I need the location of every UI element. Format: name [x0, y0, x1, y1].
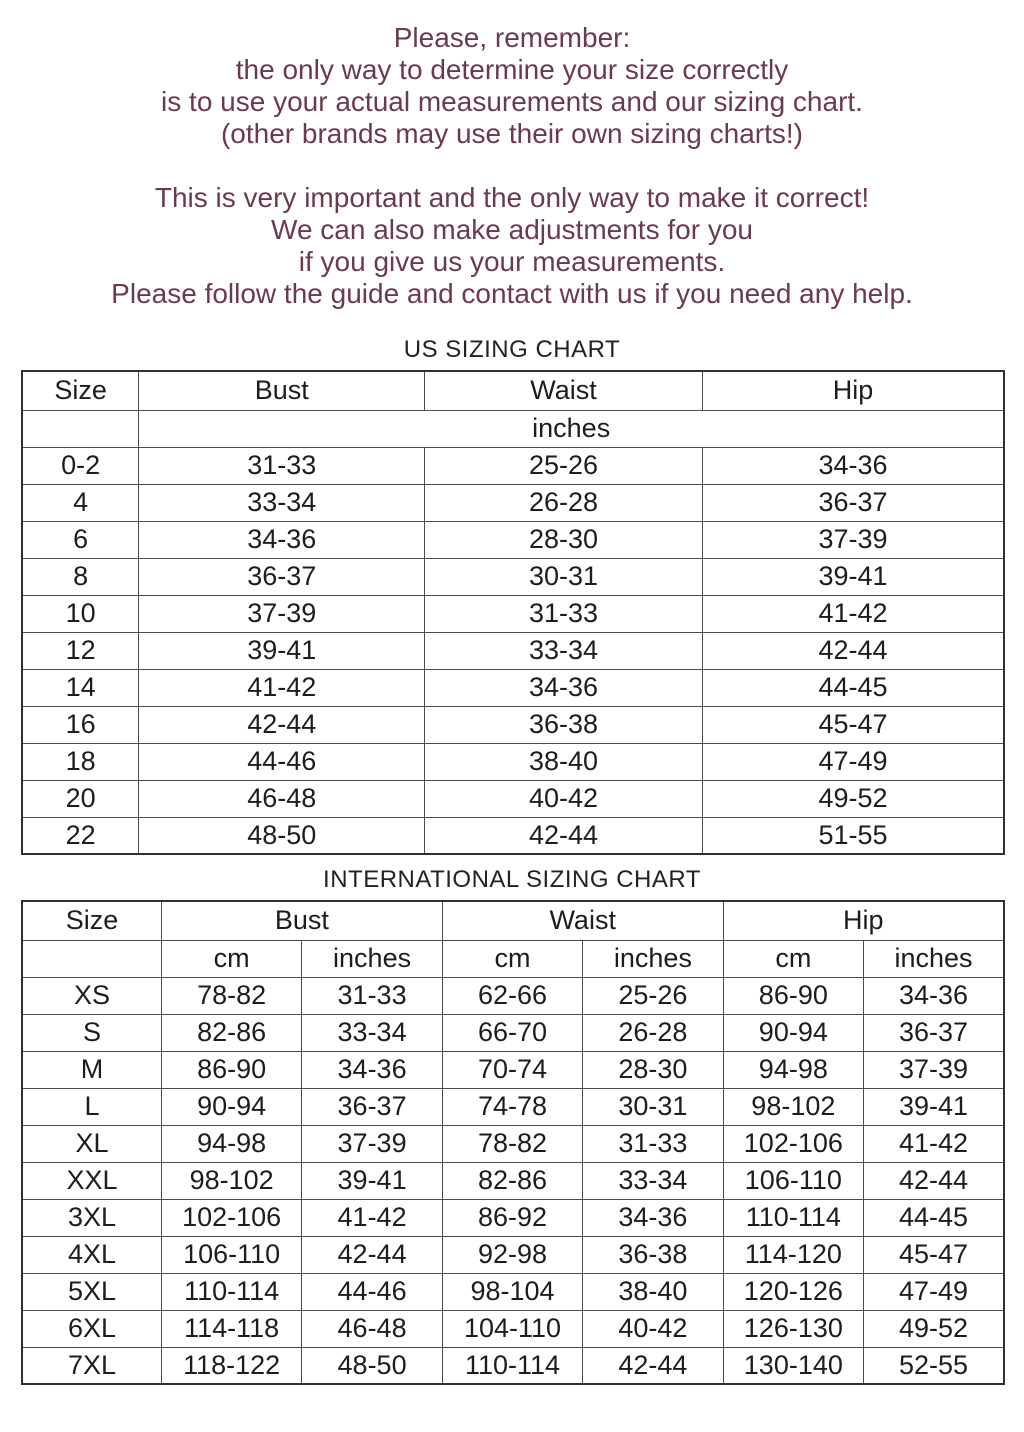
- us-col-header-size: Size: [22, 371, 139, 410]
- us-unit-empty-cell: [22, 410, 139, 447]
- table-cell: XS: [22, 977, 161, 1014]
- table-cell: 114-120: [723, 1236, 863, 1273]
- table-cell: 36-37: [702, 484, 1004, 521]
- table-cell: 31-33: [425, 595, 703, 632]
- table-row: [22, 595, 1004, 632]
- table-cell: 120-126: [723, 1273, 863, 1310]
- table-row: [22, 669, 1004, 706]
- table-cell: 25-26: [425, 447, 703, 484]
- table-cell: 3XL: [22, 1199, 161, 1236]
- table-cell: 34-36: [583, 1199, 723, 1236]
- intl-chart-title: INTERNATIONAL SIZING CHART: [323, 866, 701, 893]
- intro-paragraph-2: [0, 182, 1024, 310]
- us-chart-title: US SIZING CHART: [403, 336, 621, 363]
- table-cell: 47-49: [702, 743, 1004, 780]
- table-cell: 38-40: [583, 1273, 723, 1310]
- table-cell: 39-41: [864, 1088, 1004, 1125]
- table-cell: 39-41: [702, 558, 1004, 595]
- table-cell: 114-118: [161, 1310, 301, 1347]
- table-cell: 130-140: [723, 1347, 863, 1384]
- table-cell: 36-37: [302, 1088, 442, 1125]
- table-cell: 90-94: [161, 1088, 301, 1125]
- table-row: [22, 1088, 1004, 1125]
- table-cell: 34-36: [425, 669, 703, 706]
- table-cell: 102-106: [161, 1199, 301, 1236]
- table-cell: 6: [22, 521, 139, 558]
- table-row: [22, 1125, 1004, 1162]
- us-col-header-bust: Bust: [139, 371, 425, 410]
- table-cell: 48-50: [139, 817, 425, 854]
- intro-line: This is very important and the only way to make it correct!: [154, 182, 870, 213]
- table-cell: 33-34: [139, 484, 425, 521]
- table-row: [22, 706, 1004, 743]
- table-cell: M: [22, 1051, 161, 1088]
- table-cell: 42-44: [139, 706, 425, 743]
- table-cell: 39-41: [139, 632, 425, 669]
- table-cell: 36-38: [425, 706, 703, 743]
- intl-unit-waist-cm: cm: [442, 940, 582, 977]
- table-cell: 46-48: [302, 1310, 442, 1347]
- table-cell: 36-37: [139, 558, 425, 595]
- table-row: [22, 558, 1004, 595]
- table-row: [22, 817, 1004, 854]
- table-cell: 39-41: [302, 1162, 442, 1199]
- us-unit-row: [22, 410, 1004, 447]
- table-cell: 44-46: [302, 1273, 442, 1310]
- table-cell: S: [22, 1014, 161, 1051]
- table-cell: 42-44: [425, 817, 703, 854]
- table-cell: 94-98: [161, 1125, 301, 1162]
- table-cell: 0-2: [22, 447, 139, 484]
- intro-text: [0, 0, 1024, 310]
- intl-col-header-waist: Waist: [442, 901, 723, 940]
- table-cell: 41-42: [702, 595, 1004, 632]
- us-sizing-table: [21, 370, 1005, 855]
- table-cell: 106-110: [723, 1162, 863, 1199]
- table-cell: 70-74: [442, 1051, 582, 1088]
- table-cell: 51-55: [702, 817, 1004, 854]
- intro-line: (other brands may use their own sizing charts!): [220, 118, 804, 149]
- table-cell: 31-33: [583, 1125, 723, 1162]
- table-cell: 37-39: [864, 1051, 1004, 1088]
- table-cell: 42-44: [702, 632, 1004, 669]
- table-cell: 44-45: [864, 1199, 1004, 1236]
- table-row: [22, 1014, 1004, 1051]
- table-cell: 25-26: [583, 977, 723, 1014]
- table-cell: 86-92: [442, 1199, 582, 1236]
- us-table-body: [22, 447, 1004, 854]
- table-cell: 34-36: [864, 977, 1004, 1014]
- table-cell: 40-42: [583, 1310, 723, 1347]
- table-row: [22, 632, 1004, 669]
- table-cell: 34-36: [302, 1051, 442, 1088]
- intl-unit-bust-cm: cm: [161, 940, 301, 977]
- table-cell: 22: [22, 817, 139, 854]
- table-cell: 33-34: [425, 632, 703, 669]
- table-cell: 42-44: [583, 1347, 723, 1384]
- table-cell: 78-82: [161, 977, 301, 1014]
- intro-line: Please, remember:: [393, 22, 631, 53]
- table-cell: 42-44: [864, 1162, 1004, 1199]
- intro-paragraph-1: [0, 22, 1024, 150]
- table-cell: 90-94: [723, 1014, 863, 1051]
- table-cell: 66-70: [442, 1014, 582, 1051]
- table-cell: 92-98: [442, 1236, 582, 1273]
- intl-sizing-table: [21, 900, 1005, 1385]
- table-cell: 78-82: [442, 1125, 582, 1162]
- table-cell: 33-34: [583, 1162, 723, 1199]
- table-cell: 44-46: [139, 743, 425, 780]
- table-cell: 74-78: [442, 1088, 582, 1125]
- intl-col-header-hip: Hip: [723, 901, 1004, 940]
- table-cell: 110-114: [723, 1199, 863, 1236]
- table-cell: 98-102: [161, 1162, 301, 1199]
- table-cell: 104-110: [442, 1310, 582, 1347]
- table-cell: 41-42: [864, 1125, 1004, 1162]
- table-row: [22, 1051, 1004, 1088]
- table-cell: 82-86: [442, 1162, 582, 1199]
- table-row: [22, 1236, 1004, 1273]
- table-cell: 86-90: [723, 977, 863, 1014]
- intro-line: the only way to determine your size correctly: [235, 54, 789, 85]
- table-cell: 26-28: [425, 484, 703, 521]
- table-cell: 106-110: [161, 1236, 301, 1273]
- table-cell: 28-30: [425, 521, 703, 558]
- table-row: [22, 447, 1004, 484]
- table-cell: 42-44: [302, 1236, 442, 1273]
- table-cell: 37-39: [702, 521, 1004, 558]
- table-row: [22, 1199, 1004, 1236]
- intro-line: We can also make adjustments for you: [271, 214, 753, 245]
- intl-header-row: [22, 901, 1004, 940]
- table-cell: 7XL: [22, 1347, 161, 1384]
- table-cell: 38-40: [425, 743, 703, 780]
- intro-line: Please follow the guide and contact with us if you need any help.: [111, 278, 913, 309]
- table-cell: 46-48: [139, 780, 425, 817]
- table-cell: 48-50: [302, 1347, 442, 1384]
- us-unit-label: inches: [139, 410, 1004, 447]
- table-cell: 40-42: [425, 780, 703, 817]
- intl-unit-waist-in: inches: [583, 940, 723, 977]
- table-cell: 37-39: [302, 1125, 442, 1162]
- table-cell: 28-30: [583, 1051, 723, 1088]
- table-row: [22, 743, 1004, 780]
- table-row: [22, 977, 1004, 1014]
- table-cell: 45-47: [864, 1236, 1004, 1273]
- intl-table-body: [22, 977, 1004, 1384]
- table-cell: 37-39: [139, 595, 425, 632]
- table-row: [22, 484, 1004, 521]
- table-cell: 31-33: [139, 447, 425, 484]
- table-cell: XXL: [22, 1162, 161, 1199]
- table-cell: 26-28: [583, 1014, 723, 1051]
- table-cell: 86-90: [161, 1051, 301, 1088]
- intl-unit-row: [22, 940, 1004, 977]
- table-row: [22, 521, 1004, 558]
- table-cell: 5XL: [22, 1273, 161, 1310]
- table-cell: 8: [22, 558, 139, 595]
- intro-line: if you give us your measurements.: [298, 246, 726, 277]
- table-cell: 14: [22, 669, 139, 706]
- table-cell: 30-31: [425, 558, 703, 595]
- table-cell: 45-47: [702, 706, 1004, 743]
- table-cell: 49-52: [702, 780, 1004, 817]
- table-row: [22, 780, 1004, 817]
- table-cell: 44-45: [702, 669, 1004, 706]
- table-cell: 10: [22, 595, 139, 632]
- table-cell: 110-114: [161, 1273, 301, 1310]
- intl-col-header-size: Size: [22, 901, 161, 940]
- us-col-header-hip: Hip: [702, 371, 1004, 410]
- intl-unit-bust-in: inches: [302, 940, 442, 977]
- table-cell: L: [22, 1088, 161, 1125]
- table-cell: 4XL: [22, 1236, 161, 1273]
- table-row: [22, 1162, 1004, 1199]
- table-cell: 36-38: [583, 1236, 723, 1273]
- table-cell: 41-42: [302, 1199, 442, 1236]
- table-cell: 18: [22, 743, 139, 780]
- table-cell: 31-33: [302, 977, 442, 1014]
- intl-unit-hip-in: inches: [864, 940, 1004, 977]
- table-cell: 94-98: [723, 1051, 863, 1088]
- table-cell: 12: [22, 632, 139, 669]
- table-cell: 98-102: [723, 1088, 863, 1125]
- table-cell: 47-49: [864, 1273, 1004, 1310]
- intl-col-header-bust: Bust: [161, 901, 442, 940]
- us-col-header-waist: Waist: [425, 371, 703, 410]
- table-row: [22, 1310, 1004, 1347]
- intro-line: is to use your actual measurements and our sizing chart.: [161, 86, 863, 117]
- intl-unit-hip-cm: cm: [723, 940, 863, 977]
- table-cell: 41-42: [139, 669, 425, 706]
- table-cell: 34-36: [139, 521, 425, 558]
- table-cell: 102-106: [723, 1125, 863, 1162]
- table-cell: 30-31: [583, 1088, 723, 1125]
- table-cell: 34-36: [702, 447, 1004, 484]
- table-cell: 52-55: [864, 1347, 1004, 1384]
- table-cell: 20: [22, 780, 139, 817]
- table-cell: 4: [22, 484, 139, 521]
- table-cell: 118-122: [161, 1347, 301, 1384]
- table-cell: 6XL: [22, 1310, 161, 1347]
- table-row: [22, 1273, 1004, 1310]
- table-cell: 49-52: [864, 1310, 1004, 1347]
- table-cell: 126-130: [723, 1310, 863, 1347]
- table-cell: XL: [22, 1125, 161, 1162]
- table-cell: 98-104: [442, 1273, 582, 1310]
- us-header-row: [22, 371, 1004, 410]
- table-cell: 36-37: [864, 1014, 1004, 1051]
- table-cell: 82-86: [161, 1014, 301, 1051]
- table-cell: 110-114: [442, 1347, 582, 1384]
- table-cell: 16: [22, 706, 139, 743]
- table-row: [22, 1347, 1004, 1384]
- table-cell: 62-66: [442, 977, 582, 1014]
- table-cell: 33-34: [302, 1014, 442, 1051]
- intl-unit-empty-cell: [22, 940, 161, 977]
